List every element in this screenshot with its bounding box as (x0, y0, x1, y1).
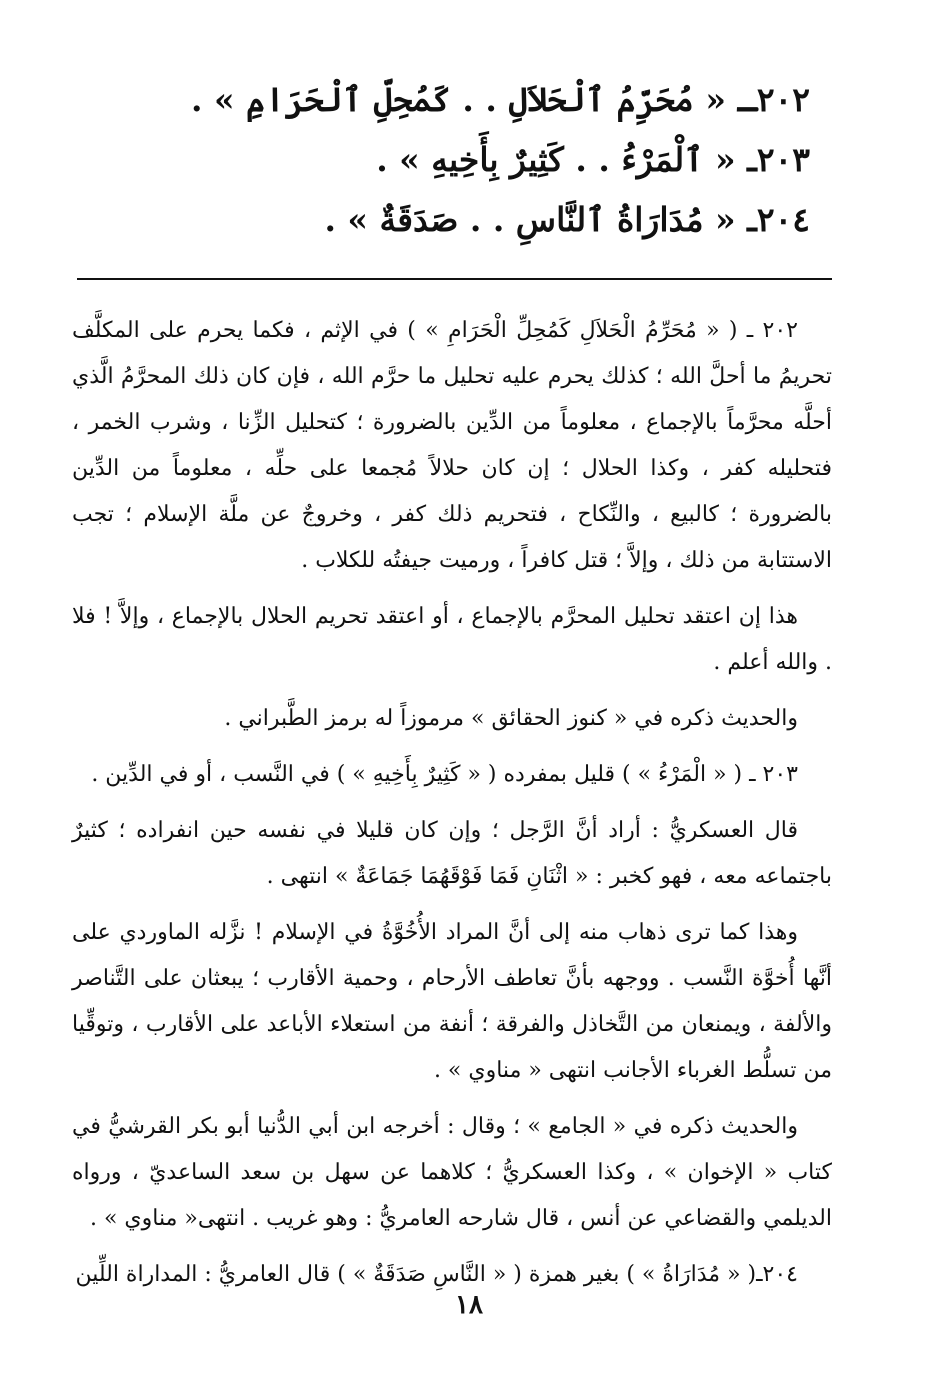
paragraph-203-askari: قال العسكريُّ : أراد أنَّ الرَّجل ؛ وإن كان قليلا في نفسه حين انفراده ؛ كثيرٌ باجتماعه معه ، فهو كخبر : « اثْنَانِ فَمَا فَوْقَهُمَا جَمَاعَةٌ » انتهى . (72, 818, 832, 889)
paragraph-203-commentary: ٢٠٣ ـ ( « الْمَرْءُ » ) قليل بمفرده ( « كَثِيرٌ بِأَخِيهِ » ) في النَّسب ، أو في الدِّين . (91, 762, 798, 787)
page-number: ١٨ (455, 1290, 483, 1320)
hadith-headings (72, 70, 832, 250)
paragraph-202-commentary: ٢٠٢ ـ ( « مُحَرِّمُ الْحَلاَلِ كَمُحِلِّ الْحَرَامِ » ) في الإثم ، فكما يحرم على المكلَّف تحريمُ ما أحلَّ الله ؛ كذلك يحرم عليه تحليل ما حرَّم الله ، فإن كان ذلك المحرَّمُ الَّذي أحلَّه محرَّماً بالإجماع ، معلوماً من الدِّين بالضرورة ؛ كتحليل الزِّنا ، وشرب الخمر ، فتحليله كفر ، وكذا الحلال ؛ إن كان حلالاً مُجمعا على حلِّه ، معلوماً من الدِّين بالضرورة ؛ كالبيع ، والنِّكاح ، فتحريم ذلك كفر ، وخروجٌ عن ملَّة الإسلام ؛ تجب الاستتابة من ذلك ، وإلاَّ ؛ قتل كافراً ، ورميت جيفتُه للكلاب . (72, 318, 832, 573)
book-page (72, 70, 832, 1308)
paragraph-202-source: والحديث ذكره في « كنوز الحقائق » مرموزاً له برمز الطَّبراني . (224, 706, 798, 731)
hadith-heading-203: ٢٠٣ـ « ٱلْمَرْءُ . . كَثِيرٌ بِأَخِيهِ » . (376, 140, 810, 179)
paragraph-204-commentary: ٢٠٤ـ( « مُدَارَاةُ » ) بغير همزة ( « النَّاسِ صَدَقَةٌ » ) قال العامريُّ : المداراة اللِّين (75, 1262, 798, 1287)
paragraph-203-source: والحديث ذكره في « الجامع » ؛ وقال : أخرجه ابن أبي الدُّنيا أبو بكر القرشيُّ في كتاب « الإخوان » ، وكذا العسكريُّ ؛ كلاهما عن سهل بن سعد الساعديّ ، ورواه الديلمي والقضاعي عن أنس ، قال شارحه العامريُّ : وهو غريب . انتهى« مناوي » . (72, 1114, 832, 1231)
hadith-heading-202: ٢٠٢ـ « مُحَرِّمُ ٱلْحَلاَلِ . . كَمُحِلِّ ٱلْحَرَامِ » . (190, 80, 810, 119)
paragraph-203-mawardi: وهذا كما ترى ذهاب منه إلى أنَّ المراد الأُخُوَّةُ في الإسلام ! نزَّله الماوردي على أنَّها أُخوَّة النَّسب . ووجهه بأنَّ تعاطف الأرحام ، وحمية الأقارب ؛ يبعثان على التَّناصر والألفة ، ويمنعان من التَّخاذل والفرقة ؛ أنفة من استعلاء الأباعد على الأقارب ، وتوقِّيا من تسلُّط الغرباء الأجانب انتهى « مناوي » . (72, 920, 832, 1083)
hadith-heading-204: ٢٠٤ـ « مُدَارَاةُ ٱلنَّاسِ . . صَدَقَةٌ » . (324, 200, 810, 239)
paragraph-202-note: هذا إن اعتقد تحليل المحرَّم بالإجماع ، أو اعتقد تحريم الحلال بالإجماع ، وإلاَّ ! فلا . والله أعلم . (72, 604, 832, 675)
commentary-body (72, 308, 832, 1298)
separator-rule (77, 278, 832, 280)
